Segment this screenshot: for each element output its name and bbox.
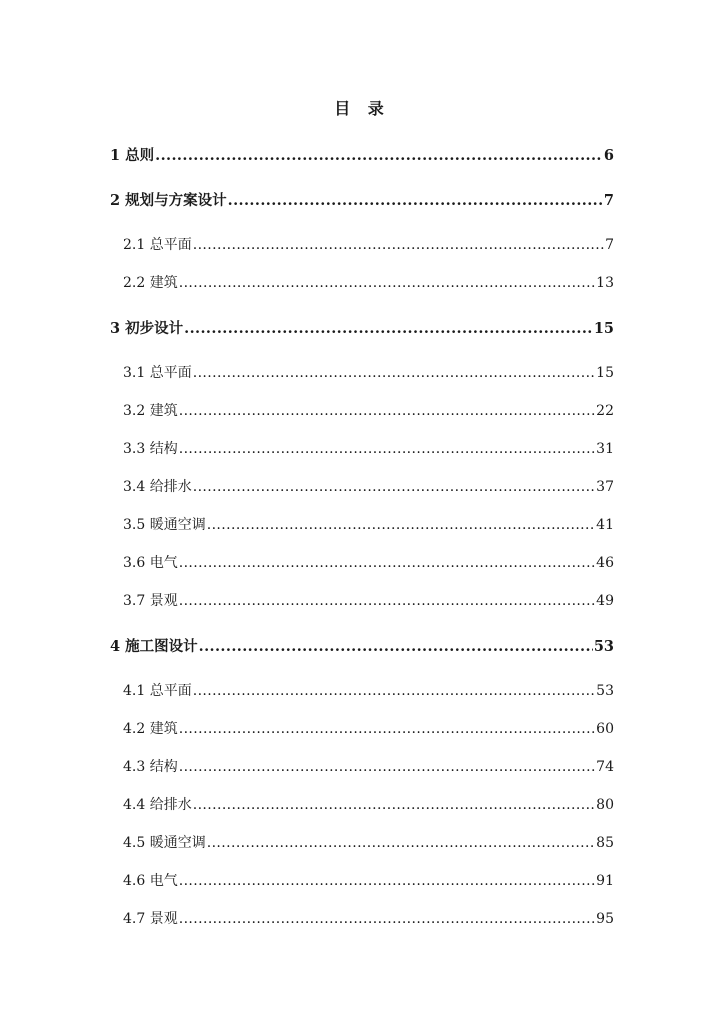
toc-leader-dots [207, 517, 595, 533]
toc-entry-label: 4.4 给排水 [123, 797, 192, 813]
toc-leader-dots [155, 147, 603, 164]
toc-entry-label: 4.7 景观 [123, 911, 178, 927]
toc-leader-dots [179, 441, 595, 457]
toc-entry-page: 74 [596, 759, 614, 775]
toc-entry-label: 4.5 暖通空调 [123, 835, 206, 851]
toc-leader-dots [179, 593, 595, 609]
toc-entry[interactable] [110, 317, 614, 338]
toc-leader-dots [193, 683, 595, 699]
toc-leader-dots [179, 911, 595, 927]
toc-entry-page: 37 [596, 479, 614, 495]
toc-leader-dots [199, 638, 593, 655]
toc-entry-page: 80 [596, 797, 614, 813]
toc-entry[interactable] [110, 144, 614, 165]
toc-entry-label: 4.6 电气 [123, 873, 178, 889]
toc-entry-label: 3.1 总平面 [123, 365, 192, 381]
toc-entry-page: 22 [596, 403, 614, 419]
toc-leader-dots [193, 365, 595, 381]
toc-entry-page: 13 [596, 275, 614, 291]
toc-entry-label: 4.1 总平面 [123, 683, 192, 699]
toc-entry[interactable] [123, 438, 614, 458]
toc-leader-dots [193, 797, 595, 813]
toc-entry[interactable] [123, 794, 614, 814]
toc-entry-page: 41 [596, 517, 614, 533]
toc-entry-page: 53 [593, 638, 614, 655]
toc-entry-label: 2 规划与方案设计 [110, 192, 227, 209]
toc-entry-page: 95 [596, 911, 614, 927]
toc-entry-page: 7 [605, 237, 614, 253]
toc-entry-page: 91 [596, 873, 614, 889]
toc-leader-dots [184, 320, 593, 337]
toc-entry-label: 3.2 建筑 [123, 403, 178, 419]
toc-entry[interactable] [123, 832, 614, 852]
toc-entry-label: 3 初步设计 [110, 320, 184, 337]
toc-entry[interactable] [123, 870, 614, 890]
toc-entry[interactable] [123, 272, 614, 292]
toc-entry-label: 3.7 景观 [123, 593, 178, 609]
toc-entry-label: 3.6 电气 [123, 555, 178, 571]
toc-entry-label: 4.2 建筑 [123, 721, 178, 737]
toc-entry-label: 2.1 总平面 [123, 237, 192, 253]
toc-entry[interactable] [123, 362, 614, 382]
toc-entry[interactable] [123, 590, 614, 610]
toc-entry-page: 46 [596, 555, 614, 571]
toc-entry-page: 6 [603, 147, 614, 164]
toc-entry[interactable] [110, 635, 614, 656]
toc-entry[interactable] [110, 189, 614, 210]
toc-entry[interactable] [123, 552, 614, 572]
toc-entry[interactable] [123, 234, 614, 254]
toc-entry-page: 7 [603, 192, 614, 209]
toc-entry[interactable] [123, 514, 614, 534]
toc-leader-dots [179, 275, 595, 291]
toc-leader-dots [179, 555, 595, 571]
toc-entry-page: 15 [593, 320, 614, 337]
toc-leader-dots [179, 721, 595, 737]
toc-leader-dots [228, 192, 603, 209]
toc-entry-label: 3.4 给排水 [123, 479, 192, 495]
toc-entry-page: 15 [596, 365, 614, 381]
toc-entry[interactable] [123, 718, 614, 738]
toc-entry-page: 85 [596, 835, 614, 851]
toc-entry[interactable] [123, 680, 614, 700]
toc-entry[interactable] [123, 400, 614, 420]
toc-leader-dots [179, 873, 595, 889]
toc-leader-dots [179, 759, 595, 775]
toc-entry[interactable] [123, 756, 614, 776]
toc-leader-dots [193, 237, 604, 253]
page-title: 目 录 [334, 99, 390, 118]
toc-leader-dots [207, 835, 595, 851]
toc-entry-label: 1 总则 [110, 147, 155, 164]
toc-entry[interactable] [123, 476, 614, 496]
toc-entry-label: 3.3 结构 [123, 441, 178, 457]
toc-leader-dots [179, 403, 595, 419]
toc-entry[interactable] [123, 908, 614, 928]
toc-entry-label: 4.3 结构 [123, 759, 178, 775]
toc-entry-page: 49 [596, 593, 614, 609]
toc-entry-label: 3.5 暖通空调 [123, 517, 206, 533]
toc-entry-label: 4 施工图设计 [110, 638, 198, 655]
toc-entry-page: 60 [596, 721, 614, 737]
toc-entry-page: 31 [596, 441, 614, 457]
toc-leader-dots [193, 479, 595, 495]
toc-entry-label: 2.2 建筑 [123, 275, 178, 291]
toc-entry-page: 53 [596, 683, 614, 699]
